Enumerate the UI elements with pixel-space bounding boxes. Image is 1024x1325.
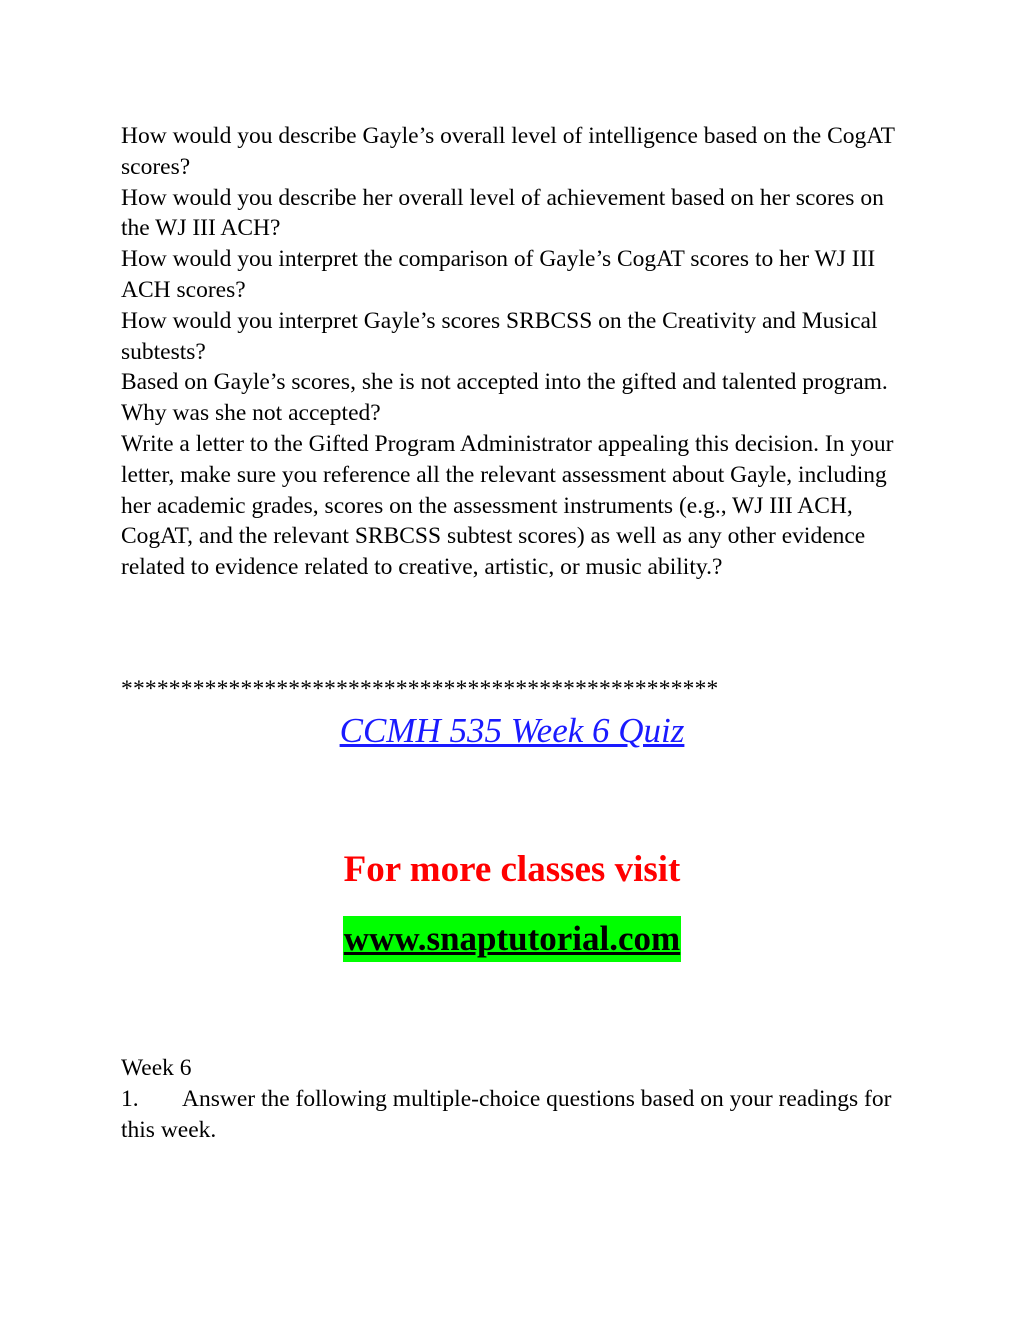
- separator-stars: **************************************************: [121, 676, 719, 702]
- question-4: How would you interpret Gayle’s scores SRBCSS on the Creativity and Musical subtests?: [121, 307, 878, 365]
- question-list: [121, 121, 911, 583]
- item-number: 1.: [121, 1085, 139, 1112]
- week-heading: Week 6: [121, 1055, 192, 1081]
- item-text: Answer the following multiple-choice questions based on your readings for this week.: [121, 1085, 892, 1143]
- website-link[interactable]: www.snaptutorial.com: [343, 916, 681, 962]
- week-item: [121, 1084, 911, 1146]
- question-6: Write a letter to the Gifted Program Administrator appealing this decision. In your letter, make sure you reference all the relevant assessment about Gayle, including her academic grades, scores on the assessment instruments (e.g., WJ III ACH, CogAT, and the relevant SRBCSS subtest scores) as well as any other evidence related to evidence related to creative, artistic, or music ability.?: [121, 430, 894, 581]
- week-section: [121, 1053, 911, 1145]
- question-2: How would you describe her overall level of achievement based on her scores on the WJ III ACH?: [121, 184, 884, 242]
- website-container: [0, 916, 1024, 962]
- question-5: Based on Gayle’s scores, she is not accepted into the gifted and talented program. Why was she not accepted?: [121, 369, 888, 427]
- promo-text: For more classes visit: [343, 849, 681, 890]
- quiz-title-link[interactable]: CCMH 535 Week 6 Quiz: [339, 711, 685, 750]
- question-1: How would you describe Gayle’s overall level of intelligence based on the CogAT scores?: [121, 123, 895, 180]
- question-3: How would you interpret the comparison of Gayle’s CogAT scores to her WJ III ACH scores?: [121, 246, 876, 303]
